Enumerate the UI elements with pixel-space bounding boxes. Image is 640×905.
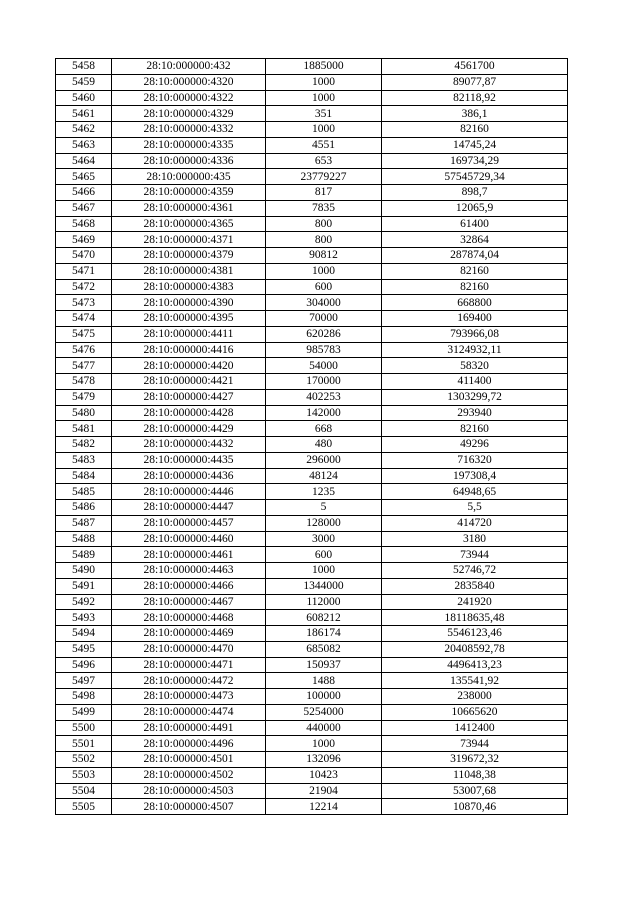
- value-cell: 73944: [382, 547, 568, 563]
- value-cell: 82160: [382, 279, 568, 295]
- cadastral-number-cell: 28:10:000000:435: [112, 169, 266, 185]
- cadastral-number-cell: 28:10:000000:4336: [112, 153, 266, 169]
- table-row: [56, 720, 568, 736]
- table-row: [56, 673, 568, 689]
- table-row: [56, 59, 568, 75]
- cadastral-number-cell: 28:10:000000:4416: [112, 342, 266, 358]
- value-cell: 10665620: [382, 704, 568, 720]
- row-number-cell: 5470: [56, 248, 112, 264]
- row-number-cell: 5472: [56, 279, 112, 295]
- table-row: [56, 326, 568, 342]
- cadastral-number-cell: 28:10:000000:4473: [112, 689, 266, 705]
- value-cell: 12065,9: [382, 200, 568, 216]
- value-cell: 11048,38: [382, 767, 568, 783]
- row-number-cell: 5467: [56, 200, 112, 216]
- cadastral-number-cell: 28:10:000000:4469: [112, 626, 266, 642]
- cadastral-number-cell: 28:10:000000:4383: [112, 279, 266, 295]
- area-cell: 1344000: [266, 578, 382, 594]
- value-cell: 414720: [382, 515, 568, 531]
- parcel-table: [55, 58, 568, 815]
- row-number-cell: 5501: [56, 736, 112, 752]
- table-row: [56, 767, 568, 783]
- table-row: [56, 185, 568, 201]
- row-number-cell: 5474: [56, 311, 112, 327]
- row-number-cell: 5488: [56, 531, 112, 547]
- cadastral-number-cell: 28:10:000000:4470: [112, 641, 266, 657]
- table-row: [56, 248, 568, 264]
- cadastral-number-cell: 28:10:000000:4507: [112, 799, 266, 815]
- cadastral-number-cell: 28:10:000000:4322: [112, 90, 266, 106]
- cadastral-number-cell: 28:10:000000:4501: [112, 752, 266, 768]
- value-cell: 3124932,11: [382, 342, 568, 358]
- value-cell: 4496413,23: [382, 657, 568, 673]
- cadastral-number-cell: 28:10:000000:4381: [112, 263, 266, 279]
- value-cell: 61400: [382, 216, 568, 232]
- table-row: [56, 484, 568, 500]
- table-row: [56, 547, 568, 563]
- cadastral-number-cell: 28:10:000000:4335: [112, 137, 266, 153]
- row-number-cell: 5465: [56, 169, 112, 185]
- area-cell: 7835: [266, 200, 382, 216]
- row-number-cell: 5476: [56, 342, 112, 358]
- area-cell: 5: [266, 500, 382, 516]
- value-cell: 5,5: [382, 500, 568, 516]
- cadastral-number-cell: 28:10:000000:4467: [112, 594, 266, 610]
- table-row: [56, 153, 568, 169]
- table-row: [56, 704, 568, 720]
- row-number-cell: 5461: [56, 106, 112, 122]
- row-number-cell: 5503: [56, 767, 112, 783]
- row-number-cell: 5485: [56, 484, 112, 500]
- row-number-cell: 5464: [56, 153, 112, 169]
- table-row: [56, 216, 568, 232]
- value-cell: 82160: [382, 122, 568, 138]
- value-cell: 4561700: [382, 59, 568, 75]
- table-row: [56, 657, 568, 673]
- cadastral-number-cell: 28:10:000000:4411: [112, 326, 266, 342]
- cadastral-number-cell: 28:10:000000:4427: [112, 389, 266, 405]
- area-cell: 817: [266, 185, 382, 201]
- area-cell: 296000: [266, 452, 382, 468]
- area-cell: 170000: [266, 374, 382, 390]
- cadastral-number-cell: 28:10:000000:4435: [112, 452, 266, 468]
- area-cell: 1000: [266, 74, 382, 90]
- value-cell: 10870,46: [382, 799, 568, 815]
- cadastral-number-cell: 28:10:000000:4472: [112, 673, 266, 689]
- value-cell: 64948,65: [382, 484, 568, 500]
- area-cell: 70000: [266, 311, 382, 327]
- cadastral-number-cell: 28:10:000000:4503: [112, 783, 266, 799]
- cadastral-number-cell: 28:10:000000:4320: [112, 74, 266, 90]
- value-cell: 18118635,48: [382, 610, 568, 626]
- cadastral-number-cell: 28:10:000000:4332: [112, 122, 266, 138]
- row-number-cell: 5499: [56, 704, 112, 720]
- row-number-cell: 5495: [56, 641, 112, 657]
- area-cell: 1000: [266, 736, 382, 752]
- cadastral-number-cell: 28:10:000000:4421: [112, 374, 266, 390]
- row-number-cell: 5469: [56, 232, 112, 248]
- table-row: [56, 799, 568, 815]
- value-cell: 5546123,46: [382, 626, 568, 642]
- row-number-cell: 5497: [56, 673, 112, 689]
- value-cell: 169400: [382, 311, 568, 327]
- row-number-cell: 5459: [56, 74, 112, 90]
- area-cell: 608212: [266, 610, 382, 626]
- value-cell: 3180: [382, 531, 568, 547]
- table-row: [56, 594, 568, 610]
- row-number-cell: 5480: [56, 405, 112, 421]
- row-number-cell: 5505: [56, 799, 112, 815]
- table-row: [56, 578, 568, 594]
- area-cell: 800: [266, 232, 382, 248]
- table-row: [56, 736, 568, 752]
- table-row: [56, 563, 568, 579]
- value-cell: 1412400: [382, 720, 568, 736]
- area-cell: 480: [266, 437, 382, 453]
- value-cell: 32864: [382, 232, 568, 248]
- area-cell: 112000: [266, 594, 382, 610]
- table-row: [56, 74, 568, 90]
- area-cell: 142000: [266, 405, 382, 421]
- row-number-cell: 5494: [56, 626, 112, 642]
- cadastral-number-cell: 28:10:000000:4446: [112, 484, 266, 500]
- value-cell: 668800: [382, 295, 568, 311]
- row-number-cell: 5458: [56, 59, 112, 75]
- table-row: [56, 122, 568, 138]
- area-cell: 132096: [266, 752, 382, 768]
- row-number-cell: 5491: [56, 578, 112, 594]
- area-cell: 128000: [266, 515, 382, 531]
- area-cell: 653: [266, 153, 382, 169]
- area-cell: 620286: [266, 326, 382, 342]
- row-number-cell: 5479: [56, 389, 112, 405]
- value-cell: 287874,04: [382, 248, 568, 264]
- row-number-cell: 5484: [56, 468, 112, 484]
- area-cell: 10423: [266, 767, 382, 783]
- row-number-cell: 5483: [56, 452, 112, 468]
- cadastral-number-cell: 28:10:000000:4361: [112, 200, 266, 216]
- row-number-cell: 5498: [56, 689, 112, 705]
- table-row: [56, 295, 568, 311]
- table-row: [56, 783, 568, 799]
- row-number-cell: 5481: [56, 421, 112, 437]
- cadastral-number-cell: 28:10:000000:4371: [112, 232, 266, 248]
- cadastral-number-cell: 28:10:000000:4390: [112, 295, 266, 311]
- area-cell: 1488: [266, 673, 382, 689]
- table-row: [56, 374, 568, 390]
- row-number-cell: 5496: [56, 657, 112, 673]
- area-cell: 5254000: [266, 704, 382, 720]
- area-cell: 600: [266, 547, 382, 563]
- row-number-cell: 5482: [56, 437, 112, 453]
- cadastral-number-cell: 28:10:000000:4365: [112, 216, 266, 232]
- value-cell: 57545729,34: [382, 169, 568, 185]
- cadastral-number-cell: 28:10:000000:4379: [112, 248, 266, 264]
- value-cell: 1303299,72: [382, 389, 568, 405]
- value-cell: 716320: [382, 452, 568, 468]
- cadastral-number-cell: 28:10:000000:4428: [112, 405, 266, 421]
- value-cell: 238000: [382, 689, 568, 705]
- table-row: [56, 405, 568, 421]
- row-number-cell: 5466: [56, 185, 112, 201]
- table-row: [56, 689, 568, 705]
- table-row: [56, 531, 568, 547]
- area-cell: 1000: [266, 90, 382, 106]
- table-row: [56, 311, 568, 327]
- cadastral-number-cell: 28:10:000000:4471: [112, 657, 266, 673]
- table-row: [56, 389, 568, 405]
- value-cell: 793966,08: [382, 326, 568, 342]
- area-cell: 90812: [266, 248, 382, 264]
- cadastral-number-cell: 28:10:000000:4496: [112, 736, 266, 752]
- value-cell: 53007,68: [382, 783, 568, 799]
- cadastral-number-cell: 28:10:000000:4461: [112, 547, 266, 563]
- row-number-cell: 5502: [56, 752, 112, 768]
- row-number-cell: 5487: [56, 515, 112, 531]
- value-cell: 2835840: [382, 578, 568, 594]
- value-cell: 135541,92: [382, 673, 568, 689]
- table-row: [56, 90, 568, 106]
- area-cell: 54000: [266, 358, 382, 374]
- cadastral-number-cell: 28:10:000000:4432: [112, 437, 266, 453]
- value-cell: 20408592,78: [382, 641, 568, 657]
- area-cell: 600: [266, 279, 382, 295]
- row-number-cell: 5477: [56, 358, 112, 374]
- row-number-cell: 5490: [56, 563, 112, 579]
- table-row: [56, 641, 568, 657]
- row-number-cell: 5492: [56, 594, 112, 610]
- area-cell: 1000: [266, 263, 382, 279]
- table-row: [56, 106, 568, 122]
- row-number-cell: 5500: [56, 720, 112, 736]
- area-cell: 351: [266, 106, 382, 122]
- area-cell: 685082: [266, 641, 382, 657]
- row-number-cell: 5493: [56, 610, 112, 626]
- table-row: [56, 200, 568, 216]
- area-cell: 150937: [266, 657, 382, 673]
- row-number-cell: 5460: [56, 90, 112, 106]
- cadastral-number-cell: 28:10:000000:4466: [112, 578, 266, 594]
- area-cell: 12214: [266, 799, 382, 815]
- value-cell: 52746,72: [382, 563, 568, 579]
- row-number-cell: 5473: [56, 295, 112, 311]
- cadastral-number-cell: 28:10:000000:4329: [112, 106, 266, 122]
- cadastral-number-cell: 28:10:000000:4468: [112, 610, 266, 626]
- value-cell: 82160: [382, 421, 568, 437]
- area-cell: 304000: [266, 295, 382, 311]
- table-row: [56, 752, 568, 768]
- table-row: [56, 437, 568, 453]
- cadastral-number-cell: 28:10:000000:4491: [112, 720, 266, 736]
- cadastral-number-cell: 28:10:000000:4457: [112, 515, 266, 531]
- cadastral-number-cell: 28:10:000000:432: [112, 59, 266, 75]
- table-row: [56, 342, 568, 358]
- row-number-cell: 5471: [56, 263, 112, 279]
- area-cell: 1000: [266, 563, 382, 579]
- table-row: [56, 232, 568, 248]
- row-number-cell: 5475: [56, 326, 112, 342]
- value-cell: 73944: [382, 736, 568, 752]
- cadastral-number-cell: 28:10:000000:4447: [112, 500, 266, 516]
- value-cell: 411400: [382, 374, 568, 390]
- value-cell: 898,7: [382, 185, 568, 201]
- table-row: [56, 515, 568, 531]
- parcel-table-body: [56, 59, 568, 815]
- area-cell: 1000: [266, 122, 382, 138]
- area-cell: 48124: [266, 468, 382, 484]
- cadastral-number-cell: 28:10:000000:4436: [112, 468, 266, 484]
- value-cell: 82118,92: [382, 90, 568, 106]
- row-number-cell: 5462: [56, 122, 112, 138]
- cadastral-number-cell: 28:10:000000:4420: [112, 358, 266, 374]
- row-number-cell: 5468: [56, 216, 112, 232]
- area-cell: 3000: [266, 531, 382, 547]
- cadastral-number-cell: 28:10:000000:4460: [112, 531, 266, 547]
- area-cell: 21904: [266, 783, 382, 799]
- value-cell: 58320: [382, 358, 568, 374]
- value-cell: 89077,87: [382, 74, 568, 90]
- table-row: [56, 452, 568, 468]
- value-cell: 319672,32: [382, 752, 568, 768]
- row-number-cell: 5504: [56, 783, 112, 799]
- cadastral-number-cell: 28:10:000000:4359: [112, 185, 266, 201]
- table-row: [56, 169, 568, 185]
- area-cell: 23779227: [266, 169, 382, 185]
- row-number-cell: 5489: [56, 547, 112, 563]
- table-row: [56, 610, 568, 626]
- area-cell: 186174: [266, 626, 382, 642]
- row-number-cell: 5463: [56, 137, 112, 153]
- area-cell: 800: [266, 216, 382, 232]
- table-row: [56, 500, 568, 516]
- table-row: [56, 137, 568, 153]
- cadastral-number-cell: 28:10:000000:4429: [112, 421, 266, 437]
- cadastral-number-cell: 28:10:000000:4463: [112, 563, 266, 579]
- table-row: [56, 468, 568, 484]
- cadastral-number-cell: 28:10:000000:4474: [112, 704, 266, 720]
- table-row: [56, 279, 568, 295]
- area-cell: 668: [266, 421, 382, 437]
- area-cell: 1885000: [266, 59, 382, 75]
- cadastral-number-cell: 28:10:000000:4395: [112, 311, 266, 327]
- area-cell: 985783: [266, 342, 382, 358]
- value-cell: 14745,24: [382, 137, 568, 153]
- cadastral-number-cell: 28:10:000000:4502: [112, 767, 266, 783]
- area-cell: 1235: [266, 484, 382, 500]
- area-cell: 440000: [266, 720, 382, 736]
- table-row: [56, 421, 568, 437]
- table-row: [56, 626, 568, 642]
- table-row: [56, 263, 568, 279]
- value-cell: 49296: [382, 437, 568, 453]
- value-cell: 386,1: [382, 106, 568, 122]
- value-cell: 293940: [382, 405, 568, 421]
- area-cell: 402253: [266, 389, 382, 405]
- area-cell: 100000: [266, 689, 382, 705]
- value-cell: 82160: [382, 263, 568, 279]
- table-row: [56, 358, 568, 374]
- value-cell: 241920: [382, 594, 568, 610]
- row-number-cell: 5486: [56, 500, 112, 516]
- value-cell: 169734,29: [382, 153, 568, 169]
- row-number-cell: 5478: [56, 374, 112, 390]
- area-cell: 4551: [266, 137, 382, 153]
- value-cell: 197308,4: [382, 468, 568, 484]
